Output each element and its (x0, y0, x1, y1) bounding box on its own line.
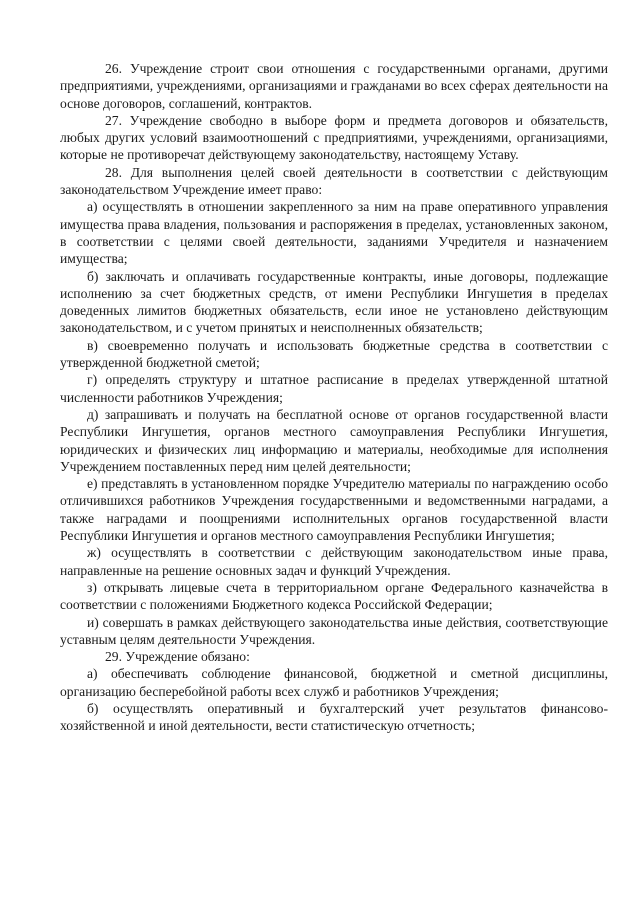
clause-29-item-a: а) обеспечивать соблюдение финансовой, бюджетной и сметной дисциплины, организацию бесперебойной работы всех служб и работников Учреждения; (60, 666, 608, 699)
clause-28-item-zh: ж) осуществлять в соответствии с действующим законодательством иные права, направленные на решение основных задач и функций Учреждения. (60, 545, 608, 578)
clause-29-item-b: б) осуществлять оперативный и бухгалтерский учет результатов финансово-хозяйственной и иной деятельности, вести статистическую отчетность; (60, 700, 608, 734)
clause-28-item-e: е) представлять в установленном порядке Учредителю материалы по награждению особо отличившихся работников Учреждения государственными и ведомственными наградами, а также наградами и поощрениями исполнительных органов государственной власти Республики Ингушетия и органов местного самоуправления Республики Ингушетия; (60, 476, 608, 544)
clause-28: 28. Для выполнения целей своей деятельности в соответствии с действующим законодательством Учреждение имеет право: (60, 164, 608, 198)
clause-28-item-d: д) запрашивать и получать на бесплатной основе от органов государственной власти Республики Ингушетия, органов местного самоуправления Республики Ингушетия, юридических и физических лиц информацию и материалы, необходимые для исполнения Учреждением поставленных перед ним целей деятельности; (60, 406, 608, 474)
clause-29: 29. Учреждение обязано: (105, 649, 250, 665)
document-page (60, 60, 608, 735)
clause-28-item-i: и) совершать в рамках действующего законодательства иные действия, соответствующие уставным целям деятельности Учреждения. (60, 614, 608, 647)
clause-28-item-b: б) заключать и оплачивать государственные контракты, иные договоры, подлежащие исполнению за счет бюджетных средств, от имени Республики Ингушетия в пределах доведенных лимитов бюджетных обязательств, если иное не установлено действующим законодательством, и с учетом принятых и неисполненных обязательств; (60, 268, 608, 336)
clause-28-item-z: з) открывать лицевые счета в территориальном органе Федерального казначейства в соответствии с положениями Бюджетного кодекса Российской Федерации; (60, 579, 608, 613)
clause-27: 27. Учреждение свободно в выборе форм и предмета договоров и обязательств, любых других условий взаимоотношений с предприятиями, учреждениями, организациями, которые не противоречат действующему законодательству, настоящему Уставу. (60, 112, 608, 163)
clause-28-item-v: в) своевременно получать и использовать бюджетные средства в соответствии с утвержденной бюджетной сметой; (60, 337, 608, 371)
clause-28-item-g: г) определять структуру и штатное расписание в пределах утвержденной штатной численности работников Учреждения; (60, 372, 608, 405)
clause-28-item-a: а) осуществлять в отношении закрепленного за ним на праве оперативного управления имущества права владения, пользования и распоряжения в пределах, установленных законом, в соответствии с целями своей деятельности, заданиями Учредителя и назначением имущества; (60, 199, 608, 267)
clause-26: 26. Учреждение строит свои отношения с государственными органами, другими предприятиями, учреждениями, организациями и гражданами во всех сферах деятельности на основе договоров, соглашений, контрактов. (60, 61, 608, 111)
